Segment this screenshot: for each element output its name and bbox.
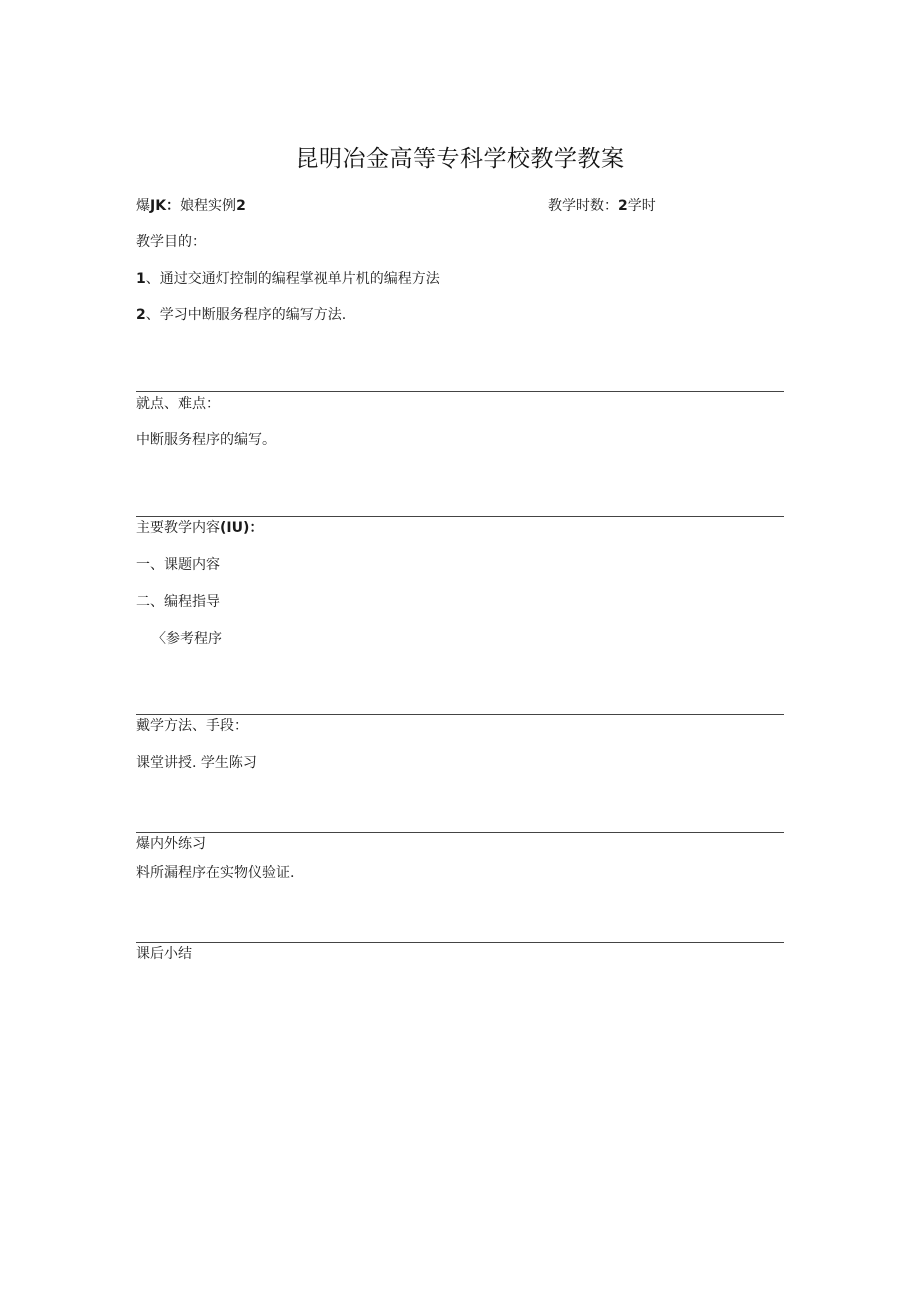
exercises-text: 料所漏程序在实物仪验证. — [136, 865, 295, 881]
key-points-text: 中断服务程序的编写。 — [136, 432, 276, 448]
objective-text: 、通过交通灯控制的编程掌视单片机的编程方法 — [145, 271, 440, 287]
main-content-label-text: 主要教学内容 — [136, 520, 220, 536]
course-topic-number: 2 — [236, 198, 246, 214]
main-content-item: 二、编程指导 — [136, 594, 220, 610]
objective-text: 、学习中断服务程序的编写方法. — [145, 307, 347, 323]
summary-label: 课后小结 — [136, 946, 192, 962]
section-divider — [136, 391, 784, 392]
course-topic-value: 娘程实例 — [180, 198, 237, 214]
methods-text: 课堂讲授. 学生陈习 — [136, 755, 257, 771]
objective-number: 2 — [136, 307, 146, 323]
exercises-label: 爆内外练习 — [136, 836, 206, 852]
course-topic-label: JK： — [150, 198, 181, 214]
page-title: 昆明冶金高等专科学校教学教案 — [295, 146, 625, 172]
section-divider — [136, 942, 784, 943]
course-topic-prefix: 爆 — [136, 198, 150, 214]
main-content-item: 一、课题内容 — [136, 557, 220, 573]
objectives-label: 教学目的： — [136, 234, 206, 250]
key-points-label: 就点、难点： — [136, 396, 220, 412]
course-topic — [136, 197, 246, 215]
teaching-hours-label: 教学时数： — [548, 198, 618, 214]
objective-item-1 — [136, 270, 440, 288]
objective-number: 1 — [136, 271, 146, 287]
main-content-label-hours: (IU)： — [220, 520, 264, 536]
teaching-hours-number: 2 — [618, 198, 628, 214]
teaching-hours-unit: 学时 — [627, 198, 656, 214]
main-content-label — [136, 519, 263, 537]
section-divider — [136, 516, 784, 517]
teaching-hours — [548, 197, 656, 215]
section-divider — [136, 832, 784, 833]
section-divider — [136, 714, 784, 715]
methods-label: 戴学方法、手段： — [136, 718, 248, 734]
main-content-sub-item: 〈参考程序 — [152, 631, 222, 647]
objective-item-2 — [136, 306, 346, 324]
